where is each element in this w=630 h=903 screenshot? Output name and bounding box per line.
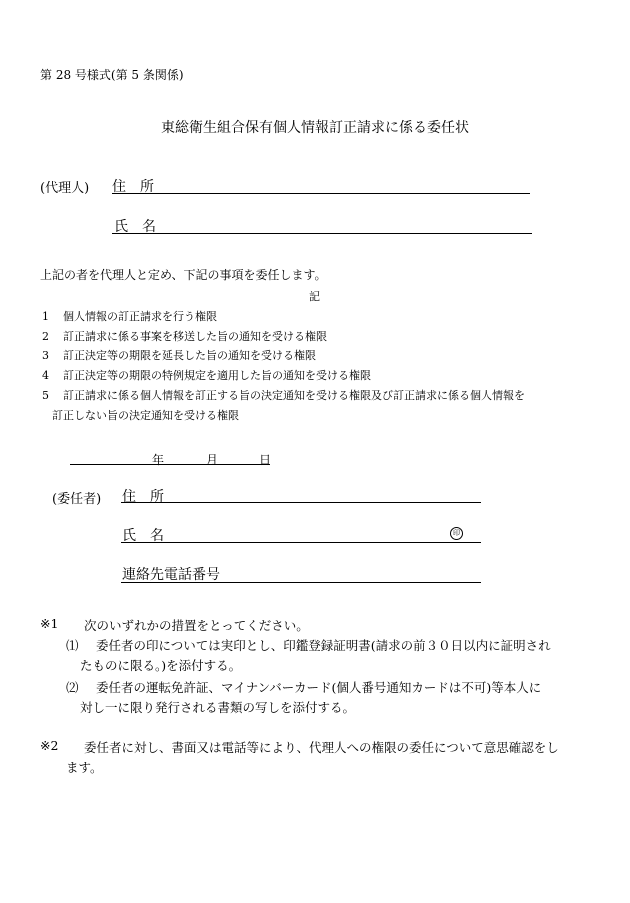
agent-prefix: (代理人)	[40, 181, 90, 196]
item-number: 4	[42, 369, 49, 382]
ki-heading: 記	[309, 290, 320, 303]
item-text: 個人情報の訂正請求を行う権限	[63, 310, 217, 323]
agent-name-line	[112, 233, 532, 234]
note-1-2-mark: ⑵	[66, 680, 79, 695]
item-text: 訂正請求に係る個人情報を訂正する旨の決定通知を受ける権限及び訂正請求に係る個人情報を	[63, 389, 525, 402]
form-number: 第 28 号様式(第 5 条関係)	[40, 68, 184, 82]
list-item	[42, 367, 371, 383]
note-2-mark: ※2	[40, 738, 59, 753]
principal-prefix: (委任者)	[52, 492, 102, 507]
note-2-line-1: 委任者に対し、書面又は電話等により、代理人への権限の委任について意思確認をし	[84, 740, 559, 755]
date-line	[70, 464, 270, 465]
note-1-1-line-1: 委任者の印については実印とし、印鑑登録証明書(請求の前３０日以内に証明され	[96, 638, 551, 653]
note-1-1-line-2: たものに限る。)を添付する。	[80, 658, 242, 673]
principal-name-line	[121, 542, 481, 543]
item-number: 2	[42, 330, 49, 343]
principal-address-label: 住 所	[122, 489, 164, 505]
note-1-2-line-2: 対し一に限り発行される書類の写しを添付する。	[80, 700, 356, 715]
agent-name-label: 氏 名	[114, 219, 156, 235]
document-title: 東総衛生組合保有個人情報訂正請求に係る委任状	[161, 120, 469, 136]
intro-text: 上記の者を代理人と定め、下記の事項を委任します。	[40, 268, 327, 282]
list-item	[42, 328, 327, 344]
principal-phone-label: 連絡先電話番号	[122, 567, 220, 583]
item-continuation: 訂正しない旨の決定通知を受ける権限	[52, 409, 239, 422]
list-item	[42, 347, 316, 363]
agent-address-line	[112, 193, 530, 194]
item-number: 5	[42, 389, 49, 402]
list-item	[42, 308, 217, 324]
principal-phone-line	[121, 582, 481, 583]
item-number: 3	[42, 349, 49, 362]
seal-mark: 印	[450, 527, 463, 540]
item-text: 訂正請求に係る事案を移送した旨の通知を受ける権限	[63, 330, 327, 343]
note-1-2-line-1: 委任者の運転免許証、マイナンバーカード(個人番号通知カードは不可)等本人に	[96, 680, 542, 695]
note-1-mark: ※1	[40, 616, 59, 631]
item-text: 訂正決定等の期限の特例規定を適用した旨の通知を受ける権限	[63, 369, 371, 382]
item-text: 訂正決定等の期限を延長した旨の通知を受ける権限	[63, 349, 316, 362]
note-1-text: 次のいずれかの措置をとってください。	[84, 618, 309, 633]
item-number: 1	[42, 310, 49, 323]
note-1-1-mark: ⑴	[66, 638, 79, 653]
list-item	[42, 387, 525, 403]
date-day: 日	[259, 453, 272, 467]
date-year: 年	[152, 453, 165, 467]
date-month: 月	[206, 453, 219, 467]
agent-address-label: 住 所	[112, 179, 154, 195]
note-2-line-2: ます。	[66, 760, 103, 775]
principal-name-label: 氏 名	[122, 528, 164, 544]
principal-address-line	[121, 502, 481, 503]
